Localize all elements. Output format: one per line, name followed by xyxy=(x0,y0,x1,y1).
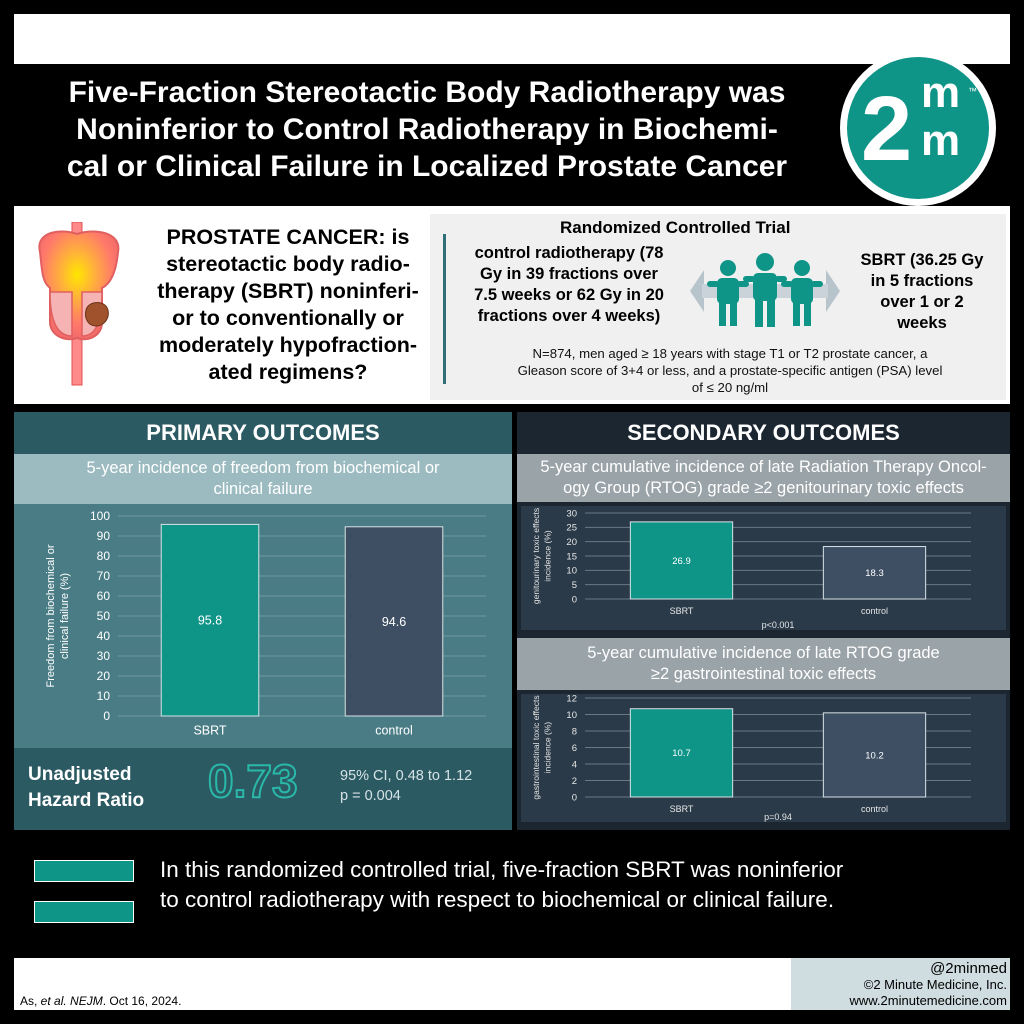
data-label: 10.2 xyxy=(865,750,884,762)
conclusion-bar-icon xyxy=(34,901,134,923)
x-tick-label: control xyxy=(860,804,889,814)
y-axis-label-line: incidence (%) xyxy=(542,721,553,774)
chart-background xyxy=(521,694,1006,822)
conclusion-bar-icon xyxy=(34,860,134,882)
primary-subheading: 5-year incidence of freedom from biochemical or clinical failure xyxy=(14,454,512,504)
y-tick-label: 5 xyxy=(571,579,577,591)
trial-heading: Randomized Controlled Trial xyxy=(560,218,791,237)
data-label: 10.7 xyxy=(672,748,691,760)
y-tick-label: 10 xyxy=(566,709,577,721)
y-tick-label: 50 xyxy=(96,609,110,624)
conclusion-text: In this randomized controlled trial, five-fraction SBRT was noninferior to control radiotherapy with respect to biochemical or clinical failure. xyxy=(160,857,844,912)
y-tick-label: 100 xyxy=(89,509,110,524)
citation-date: . Oct 16, 2024. xyxy=(102,994,182,1008)
people-icon xyxy=(690,250,840,332)
y-tick-label: 15 xyxy=(566,551,577,563)
hazard-ratio-ci: 95% CI, 0.48 to 1.12 p = 0.004 xyxy=(340,768,473,804)
y-axis-label-line: gastrointestinal toxic effects xyxy=(531,695,541,800)
y-tick-label: 60 xyxy=(96,589,110,604)
x-tick-label: control xyxy=(375,723,413,738)
y-tick-label: 12 xyxy=(566,693,577,705)
data-label: 18.3 xyxy=(865,568,884,580)
y-tick-label: 0 xyxy=(571,594,577,606)
gu-bar-chart xyxy=(517,502,1010,634)
y-tick-label: 25 xyxy=(566,522,577,534)
data-label: 94.6 xyxy=(381,614,407,629)
website-link[interactable]: www.2minutemedicine.com xyxy=(849,993,1007,1008)
y-axis-label-line: clinical failure (%) xyxy=(59,572,71,660)
y-axis-label-line: incidence (%) xyxy=(542,530,553,582)
data-label: 26.9 xyxy=(672,555,691,567)
copyright: ©2 Minute Medicine, Inc. xyxy=(863,977,1007,992)
y-tick-label: 2 xyxy=(571,775,577,787)
y-tick-label: 6 xyxy=(571,742,577,754)
y-tick-label: 10 xyxy=(96,689,110,704)
primary-heading: PRIMARY OUTCOMES xyxy=(14,412,512,454)
x-tick-label: SBRT xyxy=(669,606,694,616)
y-tick-label: 30 xyxy=(96,649,110,664)
y-tick-label: 30 xyxy=(566,508,577,520)
y-tick-label: 40 xyxy=(96,629,110,644)
gu-subheading: 5-year cumulative incidence of late Radiation Therapy Oncol- ogy Group (RTOG) grade ≥2 genitourinary toxic effects xyxy=(517,454,1010,502)
x-tick-label: control xyxy=(860,606,889,616)
gi-subheading: 5-year cumulative incidence of late RTOG grade ≥2 gastrointestinal toxic effects xyxy=(517,638,1010,690)
chart-background xyxy=(521,506,1006,630)
secondary-heading: SECONDARY OUTCOMES xyxy=(627,420,900,445)
y-axis-label xyxy=(45,544,71,687)
y-axis-label-line: genitourinary toxic effects xyxy=(531,507,541,605)
page-title: Five-Fraction Stereotactic Body Radiotherapy was Noninferior to Control Radiotherapy in Biochemi- cal or Clinical Failure in Localized Prostate Cancer xyxy=(66,76,788,183)
y-tick-label: 10 xyxy=(566,565,577,577)
sbrt-arm-text: SBRT (36.25 Gy in 5 fractions over 1 or 2 weeks xyxy=(860,251,984,332)
y-tick-label: 20 xyxy=(96,669,110,684)
y-tick-label: 20 xyxy=(566,536,577,548)
study-question: PROSTATE CANCER: is stereotactic body radio- therapy (SBRT) noninferi- or to conventionally or moderately hypofraction- ated regimens? xyxy=(157,225,419,384)
y-tick-label: 0 xyxy=(571,792,577,804)
top-border xyxy=(14,14,1010,64)
gi-bar-chart xyxy=(517,690,1010,826)
y-tick-label: 0 xyxy=(103,709,110,724)
citation-authors: As, xyxy=(20,994,41,1008)
logo-2m xyxy=(847,57,989,199)
data-label: 95.8 xyxy=(197,613,223,628)
x-tick-label: SBRT xyxy=(669,804,694,814)
primary-bar-chart xyxy=(14,504,512,748)
p-value-annotation: p=0.94 xyxy=(764,812,792,822)
citation-journal: NEJM xyxy=(70,994,103,1008)
y-tick-label: 90 xyxy=(96,529,110,544)
intro-divider xyxy=(443,234,446,384)
y-tick-label: 70 xyxy=(96,569,110,584)
trademark: ™ xyxy=(968,86,977,96)
citation xyxy=(20,994,181,1008)
x-tick-label: SBRT xyxy=(193,723,227,738)
y-tick-label: 8 xyxy=(571,726,577,738)
y-axis-label-line: Freedom from biochemical or xyxy=(45,544,57,688)
prostate-icon xyxy=(30,222,130,388)
control-arm-text: control radiotherapy (78 Gy in 39 fractions over 7.5 weeks or 62 Gy in 20 fractions over 4 weeks) xyxy=(474,244,664,325)
y-tick-label: 4 xyxy=(571,759,577,771)
logo-letter-bottom: m xyxy=(921,116,961,165)
citation-etal: et al. xyxy=(40,994,67,1008)
social-handle[interactable]: @2minmed xyxy=(930,960,1007,977)
hazard-ratio-value: 0.73 xyxy=(208,755,298,807)
p-value-annotation: p<0.001 xyxy=(761,620,795,630)
logo-number: 2 xyxy=(861,78,913,180)
logo-letter-top: m xyxy=(921,68,961,117)
population-text: N=874, men aged ≥ 18 years with stage T1 or T2 prostate cancer, a Gleason score of 3+4 or less, and a prostate-specific antigen (PSA) level of ≤ 20 ng/ml xyxy=(517,346,943,395)
hazard-ratio-label: Unadjusted Hazard Ratio xyxy=(28,764,145,811)
y-tick-label: 80 xyxy=(96,549,110,564)
